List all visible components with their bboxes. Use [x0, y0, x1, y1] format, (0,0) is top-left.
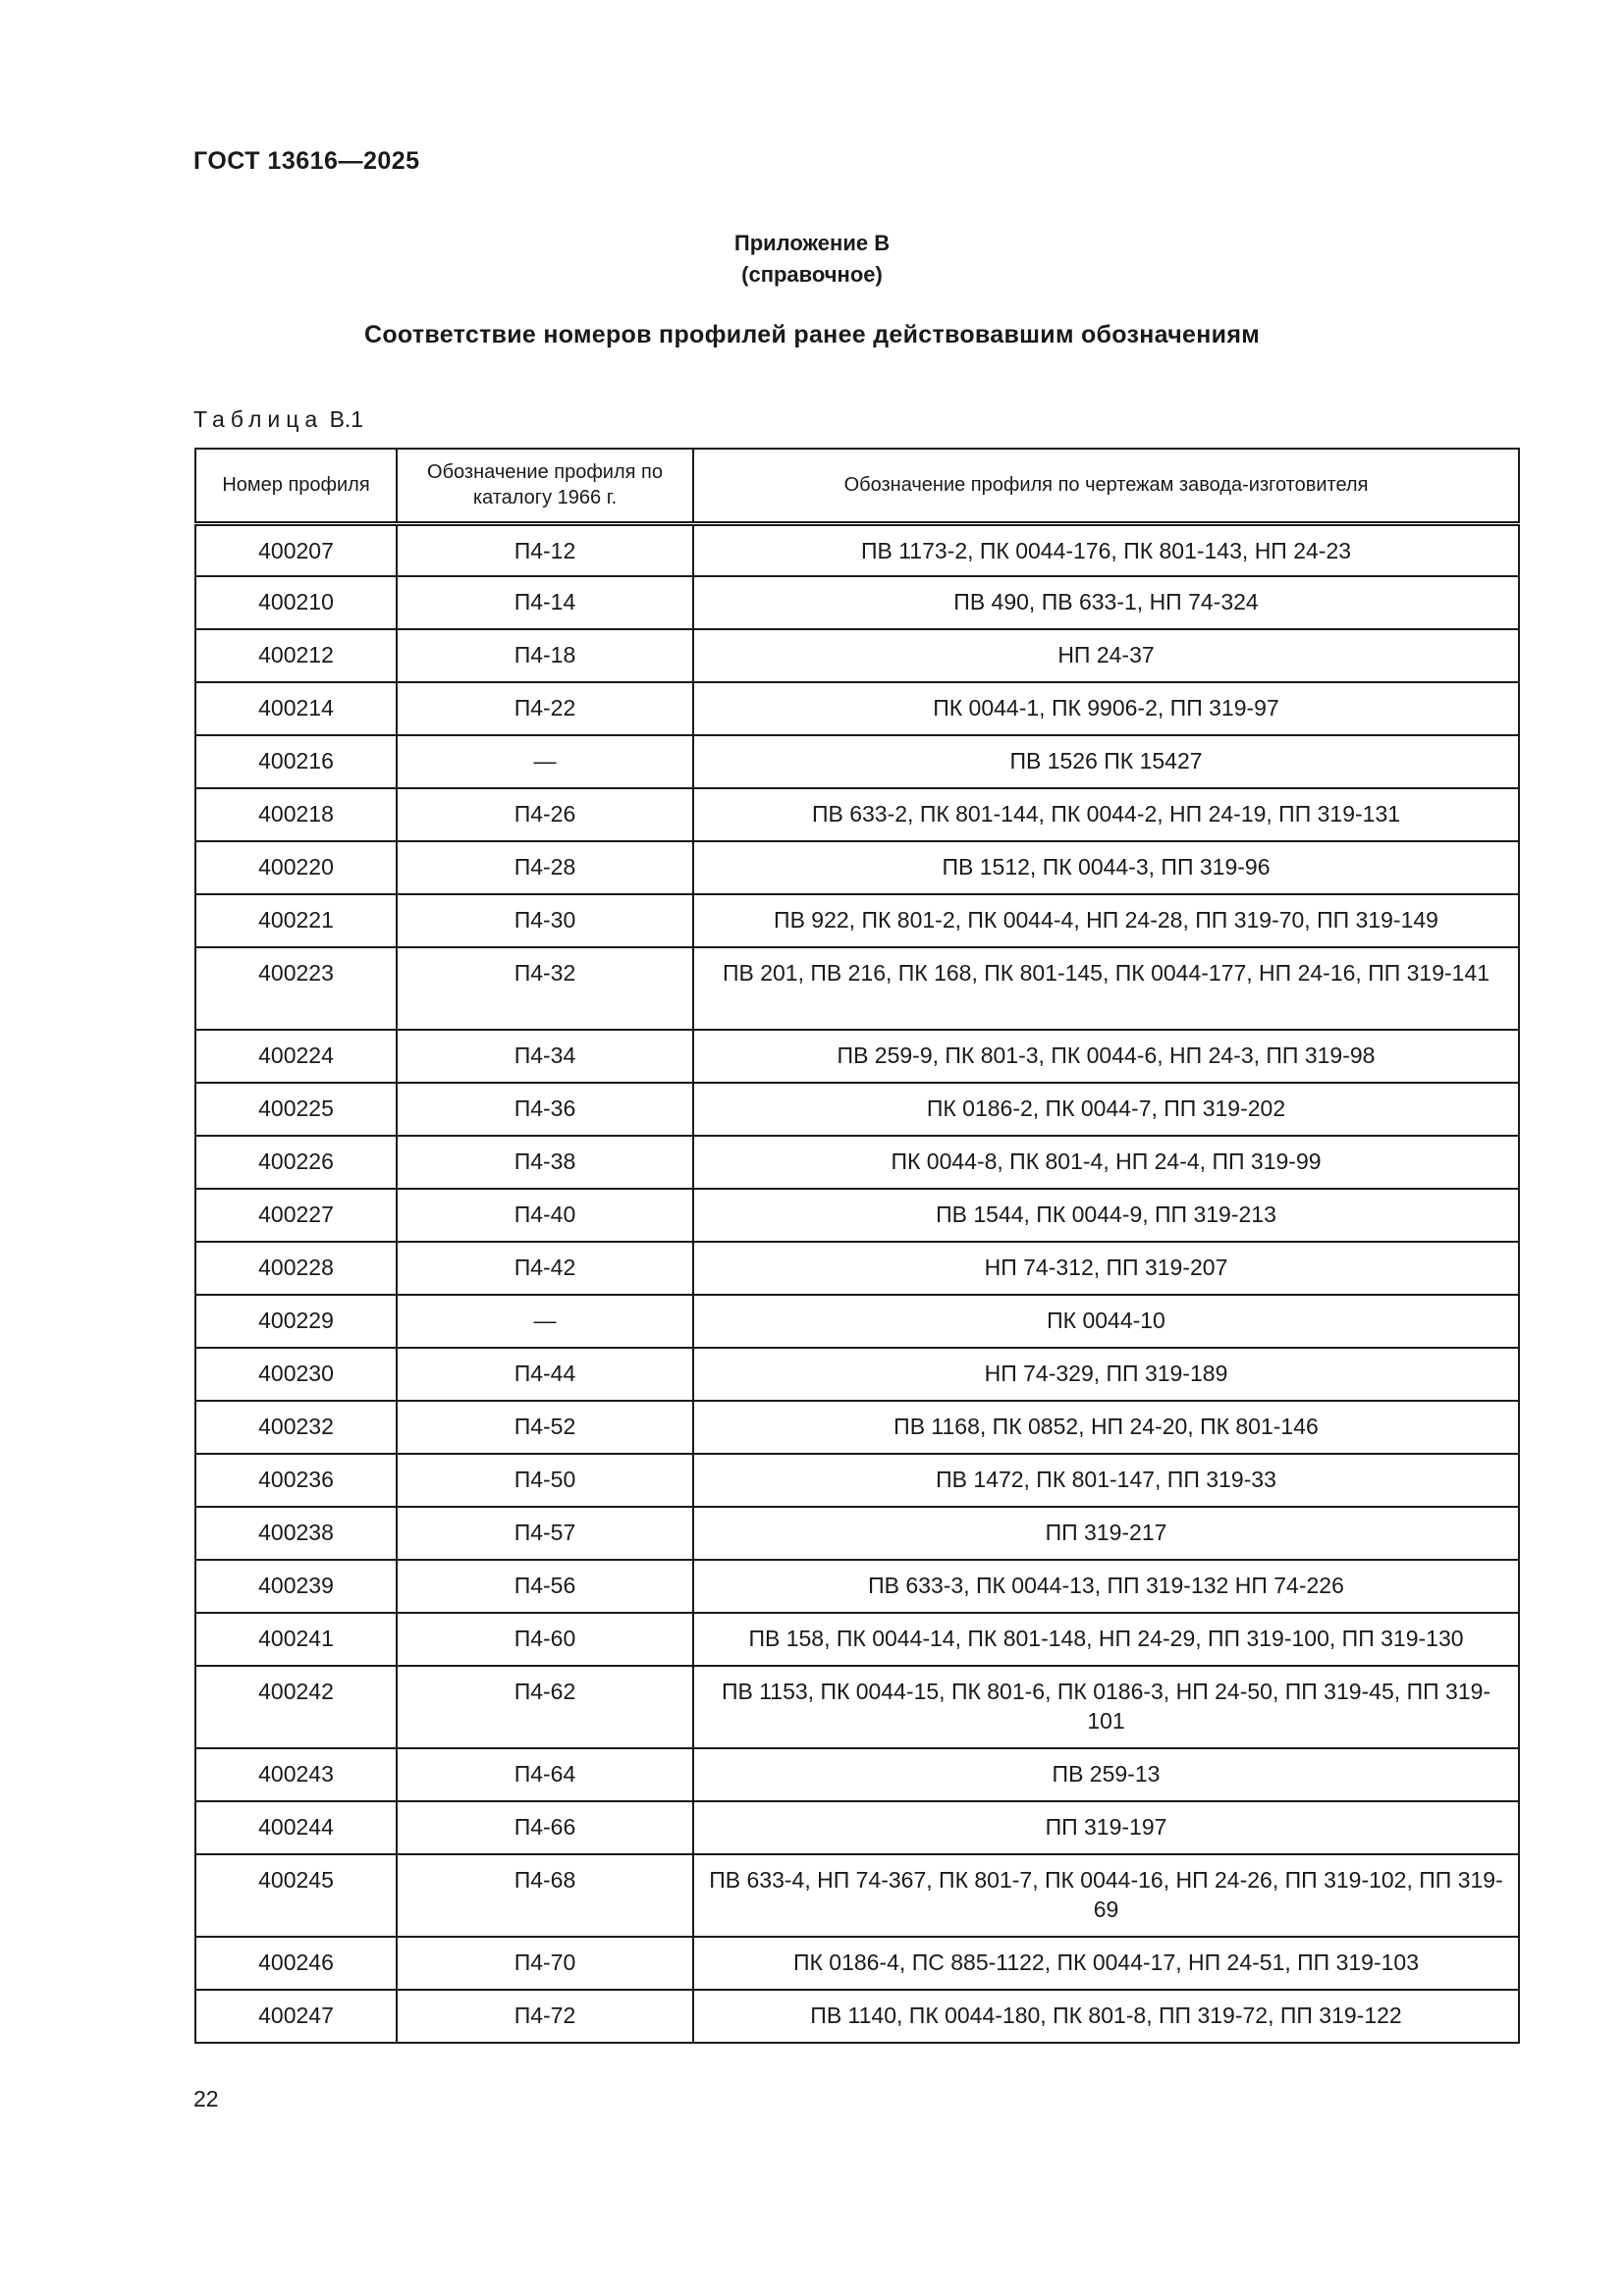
- table-row: [195, 1748, 1519, 1801]
- cell-factory-designation: ПВ 1544, ПК 0044-9, ПП 319-213: [693, 1189, 1519, 1242]
- cell-profile-number: 400238: [195, 1507, 397, 1560]
- table-row: [195, 629, 1519, 682]
- cell-factory-designation: НП 24-37: [693, 629, 1519, 682]
- cell-profile-number: 400239: [195, 1560, 397, 1613]
- table-row: [195, 841, 1519, 894]
- cell-profile-number: 400228: [195, 1242, 397, 1295]
- cell-profile-number: 400212: [195, 629, 397, 682]
- cell-catalog-designation: П4-68: [397, 1854, 693, 1937]
- cell-factory-designation: ПВ 1472, ПК 801-147, ПП 319-33: [693, 1454, 1519, 1507]
- cell-profile-number: 400244: [195, 1801, 397, 1854]
- cell-factory-designation: ПВ 201, ПВ 216, ПК 168, ПК 801-145, ПК 0044-177, НП 24-16, ПП 319-141: [693, 947, 1519, 1030]
- table-row: [195, 1560, 1519, 1613]
- cell-profile-number: 400245: [195, 1854, 397, 1937]
- table-row: [195, 1801, 1519, 1854]
- table-label-word: Таблица: [193, 406, 324, 432]
- table-row: [195, 1613, 1519, 1666]
- cell-profile-number: 400216: [195, 735, 397, 788]
- cell-factory-designation: ПВ 259-13: [693, 1748, 1519, 1801]
- cell-factory-designation: ПВ 259-9, ПК 801-3, ПК 0044-6, НП 24-3, ПП 319-98: [693, 1030, 1519, 1083]
- table-row: [195, 1666, 1519, 1748]
- cell-catalog-designation: П4-18: [397, 629, 693, 682]
- cell-catalog-designation: П4-36: [397, 1083, 693, 1136]
- cell-catalog-designation: П4-40: [397, 1189, 693, 1242]
- table-row: [195, 1083, 1519, 1136]
- annex-heading: [0, 228, 1624, 291]
- table-row: [195, 735, 1519, 788]
- table-row: [195, 1242, 1519, 1295]
- table-row: [195, 682, 1519, 735]
- cell-factory-designation: ПВ 1526 ПК 15427: [693, 735, 1519, 788]
- cell-catalog-designation: П4-34: [397, 1030, 693, 1083]
- table-row: [195, 1990, 1519, 2043]
- section-title: Соответствие номеров профилей ранее действовавшим обозначениям: [363, 321, 1261, 348]
- table-label-number: В.1: [329, 406, 364, 432]
- cell-factory-designation: ПК 0186-2, ПК 0044-7, ПП 319-202: [693, 1083, 1519, 1136]
- cell-factory-designation: ПВ 158, ПК 0044-14, ПК 801-148, НП 24-29, ПП 319-100, ПП 319-130: [693, 1613, 1519, 1666]
- cell-profile-number: 400241: [195, 1613, 397, 1666]
- cell-profile-number: 400246: [195, 1937, 397, 1990]
- cell-catalog-designation: П4-14: [397, 576, 693, 629]
- table-row: [195, 1401, 1519, 1454]
- cell-factory-designation: ПП 319-217: [693, 1507, 1519, 1560]
- cell-catalog-designation: П4-56: [397, 1560, 693, 1613]
- table-row: [195, 1136, 1519, 1189]
- cell-profile-number: 400218: [195, 788, 397, 841]
- header-factory-drawings: Обозначение профиля по чертежам завода-изготовителя: [693, 449, 1519, 523]
- cell-profile-number: 400243: [195, 1748, 397, 1801]
- cell-factory-designation: ПВ 633-4, НП 74-367, ПК 801-7, ПК 0044-16, НП 24-26, ПП 319-102, ПП 319-69: [693, 1854, 1519, 1937]
- cell-catalog-designation: П4-64: [397, 1748, 693, 1801]
- cell-catalog-designation: П4-66: [397, 1801, 693, 1854]
- table-label: [193, 406, 363, 433]
- table-row: [195, 947, 1519, 1030]
- cell-catalog-designation: П4-50: [397, 1454, 693, 1507]
- cell-catalog-designation: П4-60: [397, 1613, 693, 1666]
- table-row: [195, 1854, 1519, 1937]
- cell-factory-designation: ПВ 1512, ПК 0044-3, ПП 319-96: [693, 841, 1519, 894]
- cell-profile-number: 400230: [195, 1348, 397, 1401]
- table-row: [195, 576, 1519, 629]
- cell-catalog-designation: П4-42: [397, 1242, 693, 1295]
- table-row: [195, 1348, 1519, 1401]
- annex-subtitle: (справочное): [741, 262, 883, 287]
- cell-profile-number: 400220: [195, 841, 397, 894]
- cell-factory-designation: ПВ 1153, ПК 0044-15, ПК 801-6, ПК 0186-3, НП 24-50, ПП 319-45, ПП 319-101: [693, 1666, 1519, 1748]
- cell-catalog-designation: П4-22: [397, 682, 693, 735]
- table-row: [195, 894, 1519, 947]
- cell-catalog-designation: П4-57: [397, 1507, 693, 1560]
- cell-profile-number: 400227: [195, 1189, 397, 1242]
- cell-factory-designation: ПВ 633-2, ПК 801-144, ПК 0044-2, НП 24-19, ПП 319-131: [693, 788, 1519, 841]
- table-row: [195, 1937, 1519, 1990]
- cell-catalog-designation: П4-72: [397, 1990, 693, 2043]
- cell-profile-number: 400242: [195, 1666, 397, 1748]
- cell-catalog-designation: П4-62: [397, 1666, 693, 1748]
- page-number: 22: [193, 2086, 219, 2111]
- cell-factory-designation: ПВ 922, ПК 801-2, ПК 0044-4, НП 24-28, ПП 319-70, ПП 319-149: [693, 894, 1519, 947]
- cell-factory-designation: ПВ 633-3, ПК 0044-13, ПП 319-132 НП 74-226: [693, 1560, 1519, 1613]
- table-row: [195, 1030, 1519, 1083]
- table-row: [195, 1295, 1519, 1348]
- cell-factory-designation: ПК 0044-1, ПК 9906-2, ПП 319-97: [693, 682, 1519, 735]
- cell-catalog-designation: П4-44: [397, 1348, 693, 1401]
- cell-catalog-designation: —: [397, 1295, 693, 1348]
- cell-profile-number: 400223: [195, 947, 397, 1030]
- table-row: [195, 523, 1519, 576]
- header-catalog-1966: Обозначение профиля по каталогу 1966 г.: [397, 449, 693, 523]
- cell-profile-number: 400236: [195, 1454, 397, 1507]
- cell-factory-designation: НП 74-329, ПП 319-189: [693, 1348, 1519, 1401]
- cell-catalog-designation: П4-38: [397, 1136, 693, 1189]
- table-row: [195, 1507, 1519, 1560]
- cell-profile-number: 400221: [195, 894, 397, 947]
- cell-catalog-designation: П4-12: [397, 523, 693, 576]
- cell-profile-number: 400214: [195, 682, 397, 735]
- cell-catalog-designation: П4-52: [397, 1401, 693, 1454]
- cell-profile-number: 400207: [195, 523, 397, 576]
- cell-factory-designation: ПП 319-197: [693, 1801, 1519, 1854]
- cell-factory-designation: ПВ 1173-2, ПК 0044-176, ПК 801-143, НП 24-23: [693, 523, 1519, 576]
- table-row: [195, 788, 1519, 841]
- cell-profile-number: 400224: [195, 1030, 397, 1083]
- annex-title: Приложение В: [733, 231, 891, 255]
- cell-profile-number: 400210: [195, 576, 397, 629]
- table-header-row: [195, 449, 1519, 523]
- header-profile-number: Номер профиля: [195, 449, 397, 523]
- cell-factory-designation: НП 74-312, ПП 319-207: [693, 1242, 1519, 1295]
- cell-profile-number: 400226: [195, 1136, 397, 1189]
- cell-catalog-designation: П4-32: [397, 947, 693, 1030]
- table-body: [195, 523, 1519, 2043]
- cell-profile-number: 400232: [195, 1401, 397, 1454]
- cell-factory-designation: ПК 0186-4, ПС 885-1122, ПК 0044-17, НП 24-51, ПП 319-103: [693, 1937, 1519, 1990]
- cell-catalog-designation: —: [397, 735, 693, 788]
- cell-catalog-designation: П4-30: [397, 894, 693, 947]
- cell-factory-designation: ПК 0044-8, ПК 801-4, НП 24-4, ПП 319-99: [693, 1136, 1519, 1189]
- cell-factory-designation: ПВ 490, ПВ 633-1, НП 74-324: [693, 576, 1519, 629]
- cell-factory-designation: ПВ 1140, ПК 0044-180, ПК 801-8, ПП 319-72, ПП 319-122: [693, 1990, 1519, 2043]
- cell-profile-number: 400225: [195, 1083, 397, 1136]
- cell-profile-number: 400229: [195, 1295, 397, 1348]
- cell-catalog-designation: П4-70: [397, 1937, 693, 1990]
- cell-profile-number: 400247: [195, 1990, 397, 2043]
- table-row: [195, 1454, 1519, 1507]
- profile-correspondence-table: [194, 448, 1520, 2044]
- table-row: [195, 1189, 1519, 1242]
- cell-factory-designation: ПК 0044-10: [693, 1295, 1519, 1348]
- cell-factory-designation: ПВ 1168, ПК 0852, НП 24-20, ПК 801-146: [693, 1401, 1519, 1454]
- cell-catalog-designation: П4-26: [397, 788, 693, 841]
- cell-catalog-designation: П4-28: [397, 841, 693, 894]
- document-code: ГОСТ 13616—2025: [193, 147, 420, 175]
